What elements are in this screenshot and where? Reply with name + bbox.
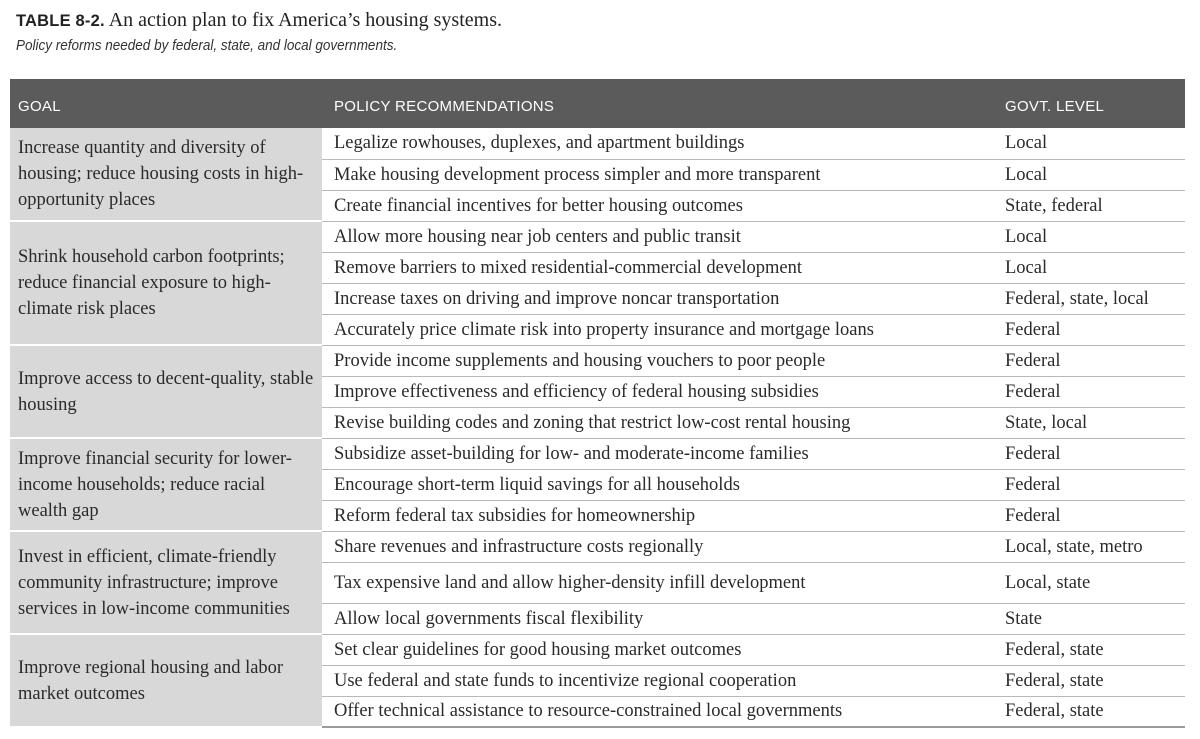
policy-cell: Offer technical assistance to resource-constrained local governments <box>322 696 993 727</box>
policy-cell: Create financial incentives for better housing outcomes <box>322 190 993 221</box>
column-header-goal: GOAL <box>10 79 322 128</box>
level-cell: State <box>993 603 1185 634</box>
policy-cell: Share revenues and infrastructure costs regionally <box>322 531 993 562</box>
level-cell: State, local <box>993 407 1185 438</box>
policy-cell: Reform federal tax subsidies for homeownership <box>322 500 993 531</box>
table-title <box>16 8 502 33</box>
goal-cell: Improve access to decent-quality, stable housing <box>10 345 322 438</box>
policy-cell: Improve effectiveness and efficiency of federal housing subsidies <box>322 376 993 407</box>
policy-table <box>10 79 1185 728</box>
goal-cell: Increase quantity and diversity of housing; reduce housing costs in high-opportunity places <box>10 128 322 221</box>
level-cell: Federal <box>993 376 1185 407</box>
policy-cell: Remove barriers to mixed residential-commercial development <box>322 252 993 283</box>
goal-cell: Improve regional housing and labor market outcomes <box>10 634 322 727</box>
policy-cell: Set clear guidelines for good housing market outcomes <box>322 634 993 665</box>
table-title-text: An action plan to fix America’s housing systems. <box>108 9 502 31</box>
level-cell: Federal <box>993 500 1185 531</box>
level-cell: Federal, state, local <box>993 283 1185 314</box>
column-header-policy: POLICY RECOMMENDATIONS <box>322 79 993 128</box>
level-cell: Federal, state <box>993 634 1185 665</box>
policy-cell: Provide income supplements and housing vouchers to poor people <box>322 345 993 376</box>
level-cell: Federal <box>993 345 1185 376</box>
table-row <box>10 221 1185 252</box>
policy-cell: Tax expensive land and allow higher-density infill development <box>322 562 993 603</box>
table-row <box>10 345 1185 376</box>
level-cell: Federal, state <box>993 696 1185 727</box>
policy-cell: Revise building codes and zoning that restrict low-cost rental housing <box>322 407 993 438</box>
level-cell: Local <box>993 128 1185 159</box>
table-header-row <box>10 79 1185 128</box>
policy-cell: Allow more housing near job centers and public transit <box>322 221 993 252</box>
level-cell: Federal <box>993 314 1185 345</box>
table-body <box>10 128 1185 727</box>
policy-cell: Allow local governments fiscal flexibility <box>322 603 993 634</box>
goal-cell: Invest in efficient, climate-friendly community infrastructure; improve services in low-income communities <box>10 531 322 634</box>
level-cell: Local <box>993 252 1185 283</box>
policy-cell: Increase taxes on driving and improve noncar transportation <box>322 283 993 314</box>
table-row <box>10 128 1185 159</box>
table-label: TABLE 8-2. <box>16 12 105 30</box>
policy-cell: Subsidize asset-building for low- and moderate-income families <box>322 438 993 469</box>
table-row <box>10 438 1185 469</box>
goal-cell: Improve financial security for lower-income households; reduce racial wealth gap <box>10 438 322 531</box>
level-cell: Local, state <box>993 562 1185 603</box>
policy-cell: Legalize rowhouses, duplexes, and apartment buildings <box>322 128 993 159</box>
table-row <box>10 634 1185 665</box>
goal-cell: Shrink household carbon footprints; reduce financial exposure to high-climate risk places <box>10 221 322 345</box>
policy-cell: Make housing development process simpler and more transparent <box>322 159 993 190</box>
table-header <box>16 8 502 54</box>
level-cell: Local <box>993 221 1185 252</box>
level-cell: Federal <box>993 469 1185 500</box>
level-cell: State, federal <box>993 190 1185 221</box>
level-cell: Federal, state <box>993 665 1185 696</box>
table-subtitle: Policy reforms needed by federal, state, and local governments. <box>16 37 398 54</box>
level-cell: Local <box>993 159 1185 190</box>
policy-cell: Accurately price climate risk into property insurance and mortgage loans <box>322 314 993 345</box>
level-cell: Local, state, metro <box>993 531 1185 562</box>
table-row <box>10 531 1185 562</box>
column-header-level: GOVT. LEVEL <box>993 79 1185 128</box>
policy-cell: Use federal and state funds to incentivize regional cooperation <box>322 665 993 696</box>
policy-cell: Encourage short-term liquid savings for all households <box>322 469 993 500</box>
level-cell: Federal <box>993 438 1185 469</box>
